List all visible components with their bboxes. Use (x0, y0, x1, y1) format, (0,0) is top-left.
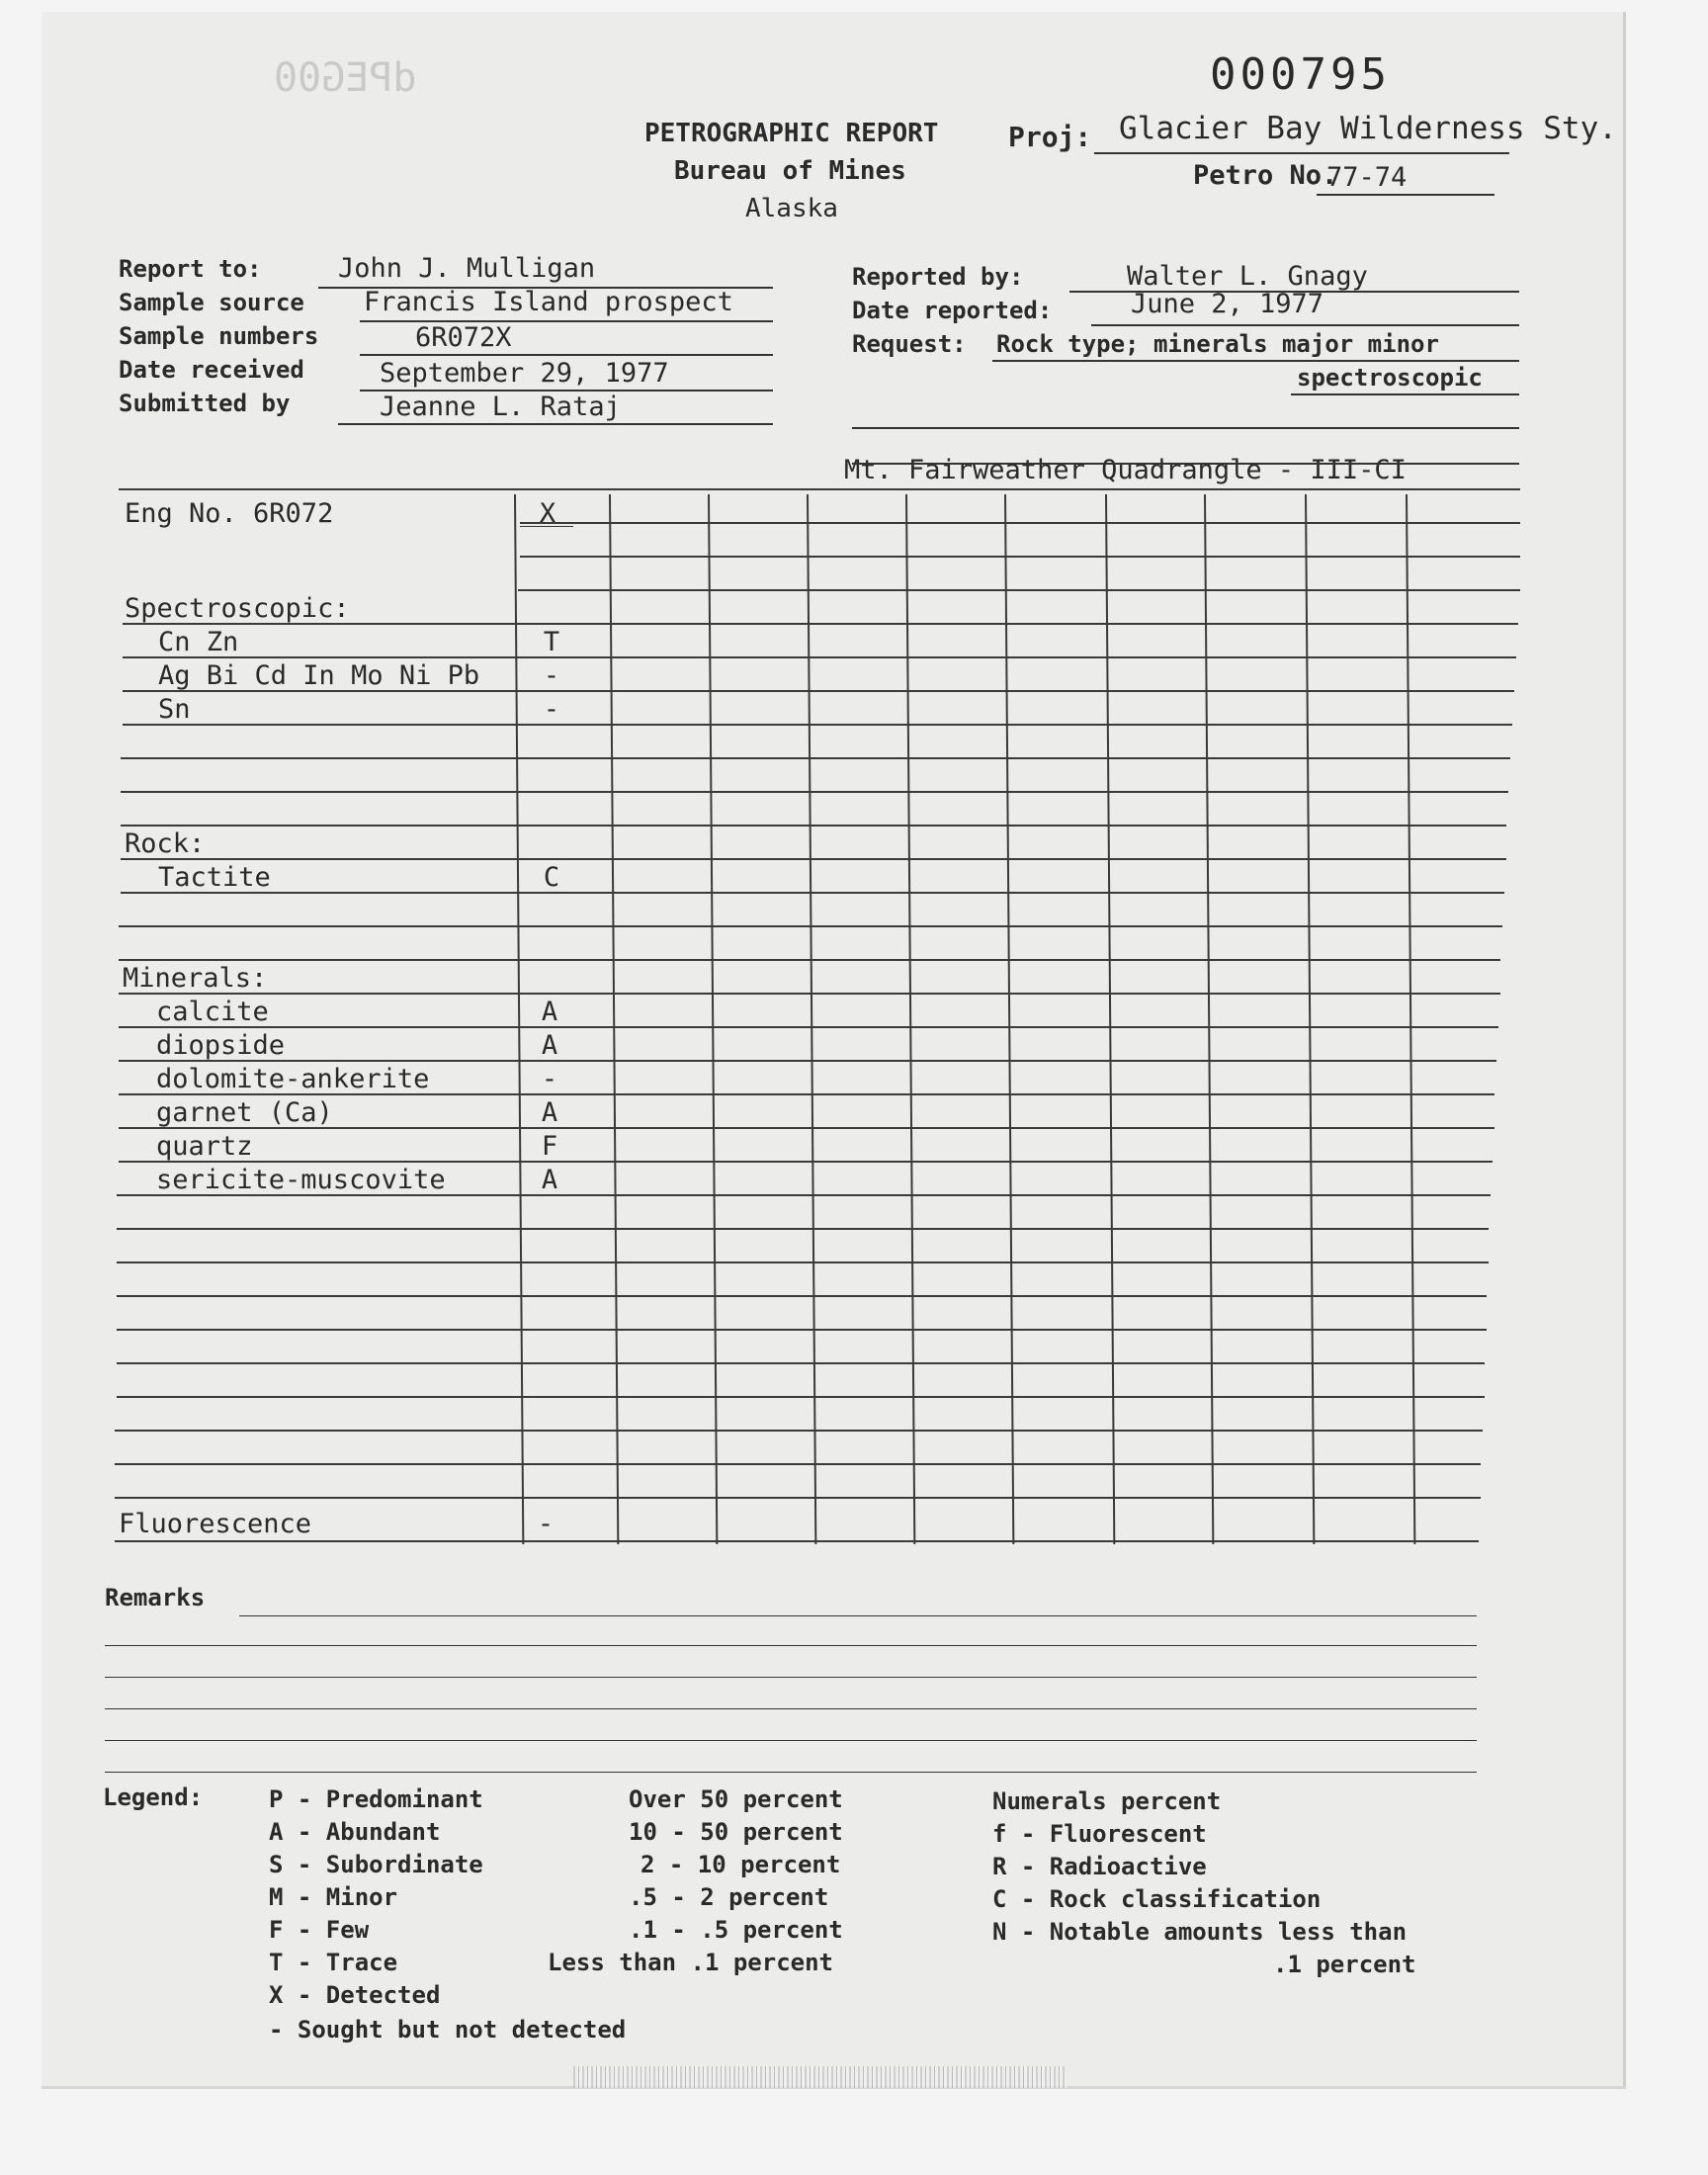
legend-label: Legend: (103, 1784, 204, 1811)
petro-value: 77-74 (1326, 162, 1408, 193)
eng-no-label: Eng No. 6R072 (125, 498, 334, 529)
spectroscopic-header: Spectroscopic: (125, 593, 350, 624)
proj-label: Proj: (1008, 121, 1092, 153)
report-page (42, 12, 1626, 2089)
request-line1: Rock type; minerals major minor (996, 330, 1439, 358)
legend-entry: M - Minor (269, 1883, 398, 1911)
mineral-row-value: A (541, 997, 558, 1027)
minerals-header: Minerals: (123, 963, 268, 994)
spectro-row-value: - (543, 694, 560, 725)
faint-stamp: dPEG00 (274, 55, 417, 101)
date-reported-label: Date reported: (852, 297, 1053, 324)
legend-entry: A - Abundant (269, 1818, 441, 1846)
legend-note: f - Fluorescent (992, 1820, 1207, 1848)
sample-numbers-value: 6R072X (415, 322, 512, 353)
reported-by-value: Walter L. Gnagy (1127, 261, 1368, 292)
legend-note: .1 percent (1273, 1951, 1416, 1978)
document-number: 000795 (1210, 49, 1391, 100)
legend-range: .5 - 2 percent (629, 1883, 829, 1911)
report-location: Alaska (745, 194, 838, 223)
legend-entry: - Sought but not detected (269, 2016, 627, 2044)
rock-row-value: C (543, 862, 560, 893)
legend-entry: T - Trace (269, 1949, 398, 1976)
legend-range: 10 - 50 percent (629, 1818, 843, 1846)
spectro-row-label: Ag Bi Cd In Mo Ni Pb (158, 660, 480, 691)
submitted-by-label: Submitted by (119, 390, 291, 417)
fluorescence-label: Fluorescence (119, 1509, 312, 1539)
legend-entry: S - Subordinate (269, 1851, 483, 1878)
legend-entry: P - Predominant (269, 1785, 483, 1813)
spectro-row-label: Sn (158, 694, 191, 725)
mineral-row-value: A (541, 1030, 558, 1061)
spectro-row-value: - (543, 660, 560, 691)
spectro-row-value: T (543, 627, 560, 657)
report-to-label: Report to: (119, 255, 262, 283)
legend-range: 2 - 10 percent (640, 1851, 841, 1878)
legend-note: Numerals percent (992, 1787, 1222, 1815)
mineral-row-label: calcite (156, 997, 269, 1027)
legend-note: N - Notable amounts less than (992, 1918, 1408, 1946)
legend-range: Over 50 percent (629, 1785, 843, 1813)
reported-by-label: Reported by: (852, 263, 1024, 291)
mineral-row-label: dolomite-ankerite (156, 1064, 430, 1094)
mineral-row-label: garnet (Ca) (156, 1097, 333, 1128)
report-subtitle: Bureau of Mines (674, 156, 906, 186)
report-title: PETROGRAPHIC REPORT (644, 119, 939, 148)
request-label: Request: (852, 330, 967, 358)
report-to-value: John J. Mulligan (338, 253, 596, 284)
date-received-label: Date received (119, 356, 304, 384)
spectro-row-label: Cn Zn (158, 627, 239, 657)
scan-artifact (573, 2066, 1068, 2088)
sample-numbers-label: Sample numbers (119, 322, 319, 350)
request-line2: spectroscopic (1297, 364, 1483, 392)
mineral-row-label: sericite-muscovite (156, 1165, 446, 1195)
legend-note: R - Radioactive (992, 1853, 1207, 1880)
proj-value: Glacier Bay Wilderness Sty. (1119, 111, 1617, 146)
remarks-label: Remarks (105, 1584, 206, 1611)
petro-label: Petro No. (1193, 160, 1338, 191)
legend-entry: X - Detected (269, 1981, 441, 2009)
mineral-row-value: F (541, 1131, 558, 1162)
legend-entry: F - Few (269, 1916, 370, 1944)
legend-range: .1 - .5 percent (629, 1916, 843, 1944)
mineral-row-value: A (541, 1097, 558, 1128)
date-received-value: September 29, 1977 (380, 358, 669, 389)
submitted-by-value: Jeanne L. Rataj (380, 392, 621, 422)
legend-range: Less than .1 percent (548, 1949, 833, 1976)
legend-note: C - Rock classification (992, 1885, 1322, 1913)
sample-source-label: Sample source (119, 289, 304, 316)
quadrangle: Mt. Fairweather Quadrangle - III-CI (844, 455, 1407, 485)
mineral-row-value: A (541, 1165, 558, 1195)
rock-header: Rock: (125, 828, 206, 859)
sample-source-value: Francis Island prospect (364, 287, 733, 317)
mineral-row-label: quartz (156, 1131, 253, 1162)
fluorescence-value: - (537, 1509, 555, 1539)
eng-no-value: X (539, 498, 556, 529)
mineral-row-label: diopside (156, 1030, 286, 1061)
date-reported-value: June 2, 1977 (1131, 289, 1324, 319)
rock-row-label: Tactite (158, 862, 271, 893)
mineral-row-value: - (541, 1064, 558, 1094)
